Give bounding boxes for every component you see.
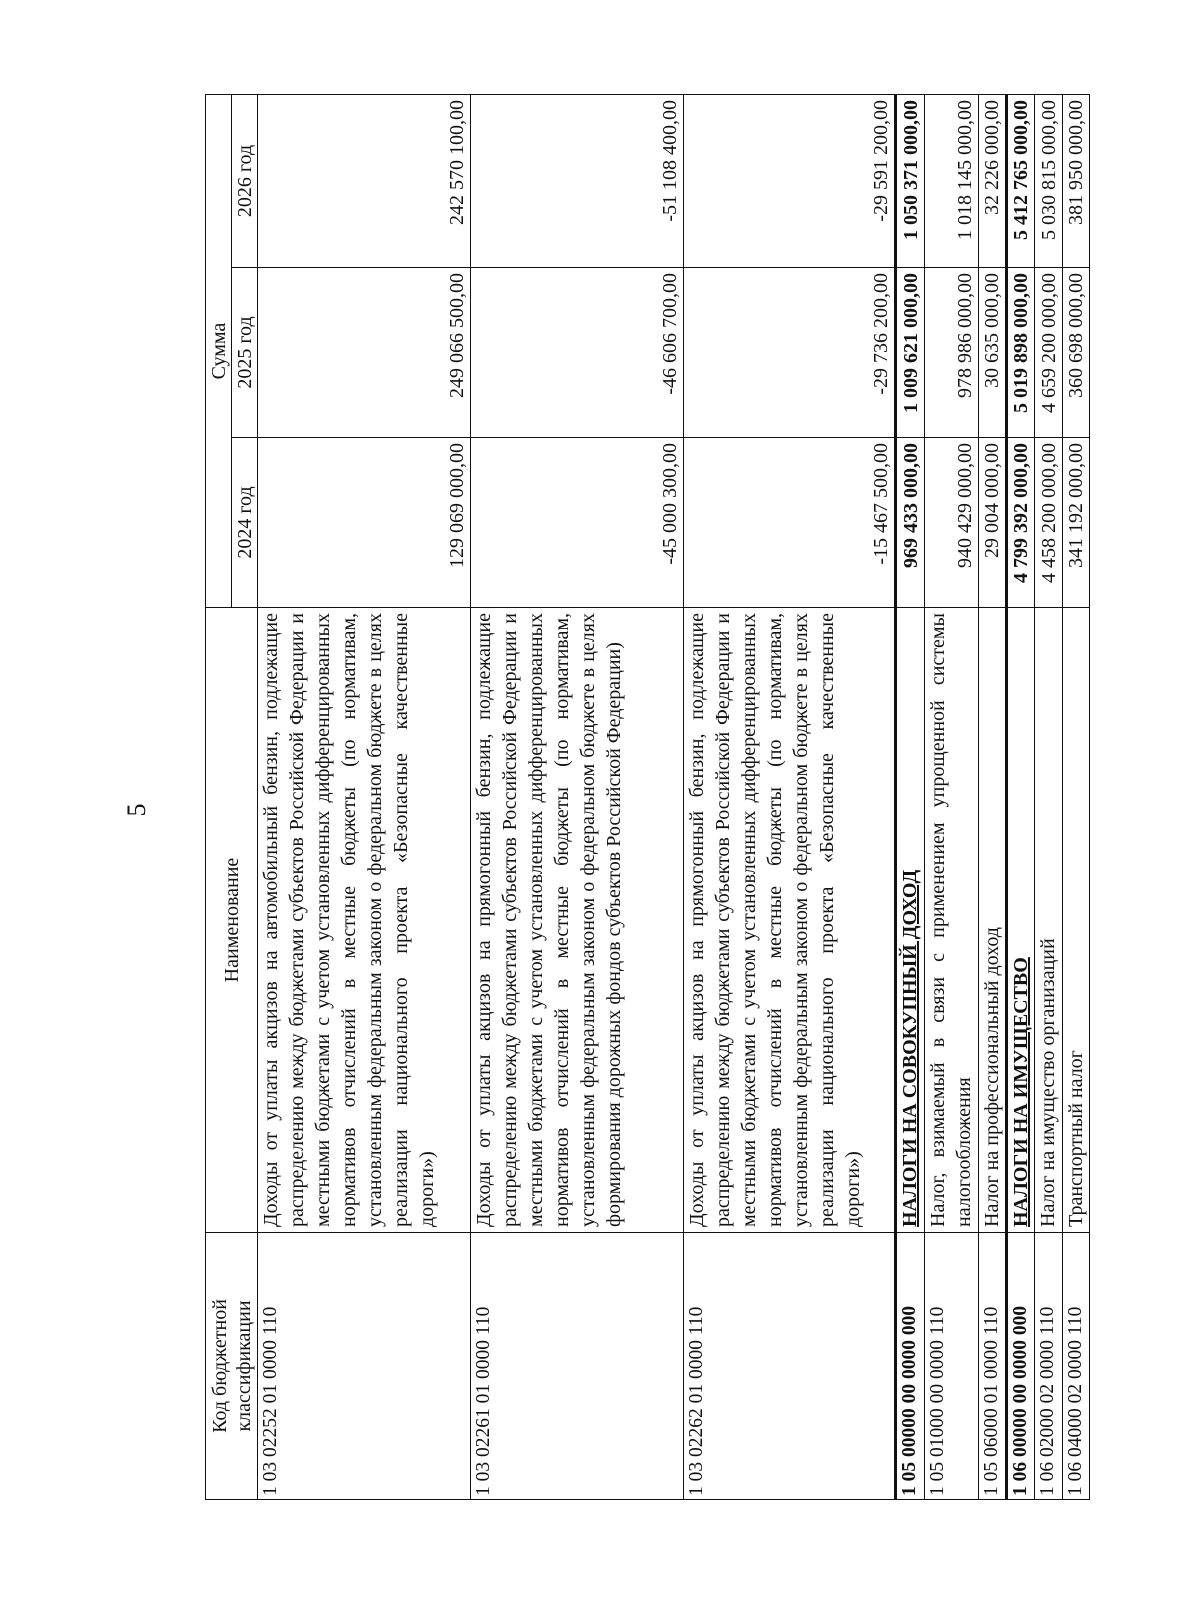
table-row	[978, 95, 1006, 1500]
table-row	[1035, 95, 1062, 1500]
row-code: 1 05 00000 00 0000 000	[896, 1233, 924, 1500]
row-name: Доходы от уплаты акцизов на автомобильный бензин, подлежащие распределению между бюджетами субъектов Российской Федерации и местными бюджетами с учетом установленных дифференцированных нормативов отчислений в местные бюджеты (по нормативам, установленным федеральным законом о федеральном бюджете в целях реализации национального проекта «Безопасные качественные дороги»)	[258, 608, 471, 1233]
table-row	[1062, 95, 1089, 1500]
table-row	[470, 95, 683, 1500]
row-value-2025: -46 606 700,00	[470, 268, 683, 438]
row-value-2024: 4 799 392 000,00	[1006, 438, 1034, 608]
row-code: 1 03 02261 01 0000 110	[470, 1233, 683, 1500]
row-value-2026: 5 412 765 000,00	[1006, 95, 1034, 268]
row-value-2024: 969 433 000,00	[896, 438, 924, 608]
row-value-2024: 4 458 200 000,00	[1035, 438, 1062, 608]
table-row	[924, 95, 978, 1500]
row-code: 1 03 02262 01 0000 110	[683, 1233, 896, 1500]
row-value-2025: 5 019 898 000,00	[1006, 268, 1034, 438]
row-value-2024: 341 192 000,00	[1062, 438, 1089, 608]
row-name: Налог, взимаемый в связи с применением упрощенной системы налогообложения	[924, 608, 978, 1233]
rotated-table-container	[205, 95, 1090, 1500]
row-value-2024: 129 069 000,00	[258, 438, 471, 608]
row-value-2026: 381 950 000,00	[1062, 95, 1089, 268]
row-value-2025: 360 698 000,00	[1062, 268, 1089, 438]
page-number: 5	[122, 803, 151, 817]
header-sum: Сумма	[206, 95, 232, 608]
row-value-2024: 940 429 000,00	[924, 438, 978, 608]
row-name: Налог на профессиональный доход	[978, 608, 1006, 1233]
row-value-2025: 978 986 000,00	[924, 268, 978, 438]
row-name: НАЛОГИ НА СОВОКУПНЫЙ ДОХОД	[896, 608, 924, 1233]
row-name: Доходы от уплаты акцизов на прямогонный бензин, подлежащие распределению между бюджетами субъектов Российской Федерации и местными бюджетами с учетом установленных дифференцированных нормативов отчислений в местные бюджеты (по нормативам, установленным федеральным законом о федеральном бюджете в целях формирования дорожных фондов субъектов Российской Федерации)	[470, 608, 683, 1233]
header-code: Код бюджетной классификации	[206, 1233, 258, 1500]
row-name: Доходы от уплаты акцизов на прямогонный бензин, подлежащие распределению между бюджетами субъектов Российской Федерации и местными бюджетами с учетом установленных дифференцированных нормативов отчислений в местные бюджеты (по нормативам, установленным федеральным законом о федеральном бюджете в целях реализации национального проекта «Безопасные качественные дороги»)	[683, 608, 896, 1233]
row-code: 1 06 04000 02 0000 110	[1062, 1233, 1089, 1500]
row-name: Транспортный налог	[1062, 608, 1089, 1233]
header-year-2026: 2026 год	[232, 95, 258, 268]
row-value-2025: 1 009 621 000,00	[896, 268, 924, 438]
row-code: 1 05 01000 00 0000 110	[924, 1233, 978, 1500]
header-name: Наименование	[206, 608, 258, 1233]
row-value-2025: 30 635 000,00	[978, 268, 1006, 438]
row-code: 1 03 02252 01 0000 110	[258, 1233, 471, 1500]
row-value-2026: 1 018 145 000,00	[924, 95, 978, 268]
row-value-2026: 32 226 000,00	[978, 95, 1006, 268]
row-value-2026: 1 050 371 000,00	[896, 95, 924, 268]
table-row-total	[896, 95, 924, 1500]
row-value-2026: 242 570 100,00	[258, 95, 471, 268]
row-code: 1 06 02000 02 0000 110	[1035, 1233, 1062, 1500]
header-year-2025: 2025 год	[232, 268, 258, 438]
table-row	[258, 95, 471, 1500]
row-value-2026: 5 030 815 000,00	[1035, 95, 1062, 268]
budget-table	[205, 94, 1090, 1500]
row-code: 1 06 00000 00 0000 000	[1006, 1233, 1034, 1500]
row-code: 1 05 06000 01 0000 110	[978, 1233, 1006, 1500]
row-value-2024: 29 004 000,00	[978, 438, 1006, 608]
row-value-2025: 249 066 500,00	[258, 268, 471, 438]
row-value-2026: -51 108 400,00	[470, 95, 683, 268]
row-value-2025: 4 659 200 000,00	[1035, 268, 1062, 438]
row-value-2025: -29 736 200,00	[683, 268, 896, 438]
row-value-2026: -29 591 200,00	[683, 95, 896, 268]
row-name: НАЛОГИ НА ИМУЩЕСТВО	[1006, 608, 1034, 1233]
row-name: Налог на имущество организаций	[1035, 608, 1062, 1233]
table-row	[683, 95, 896, 1500]
table-row-total	[1006, 95, 1034, 1500]
row-value-2024: -45 000 300,00	[470, 438, 683, 608]
row-value-2024: -15 467 500,00	[683, 438, 896, 608]
header-year-2024: 2024 год	[232, 438, 258, 608]
